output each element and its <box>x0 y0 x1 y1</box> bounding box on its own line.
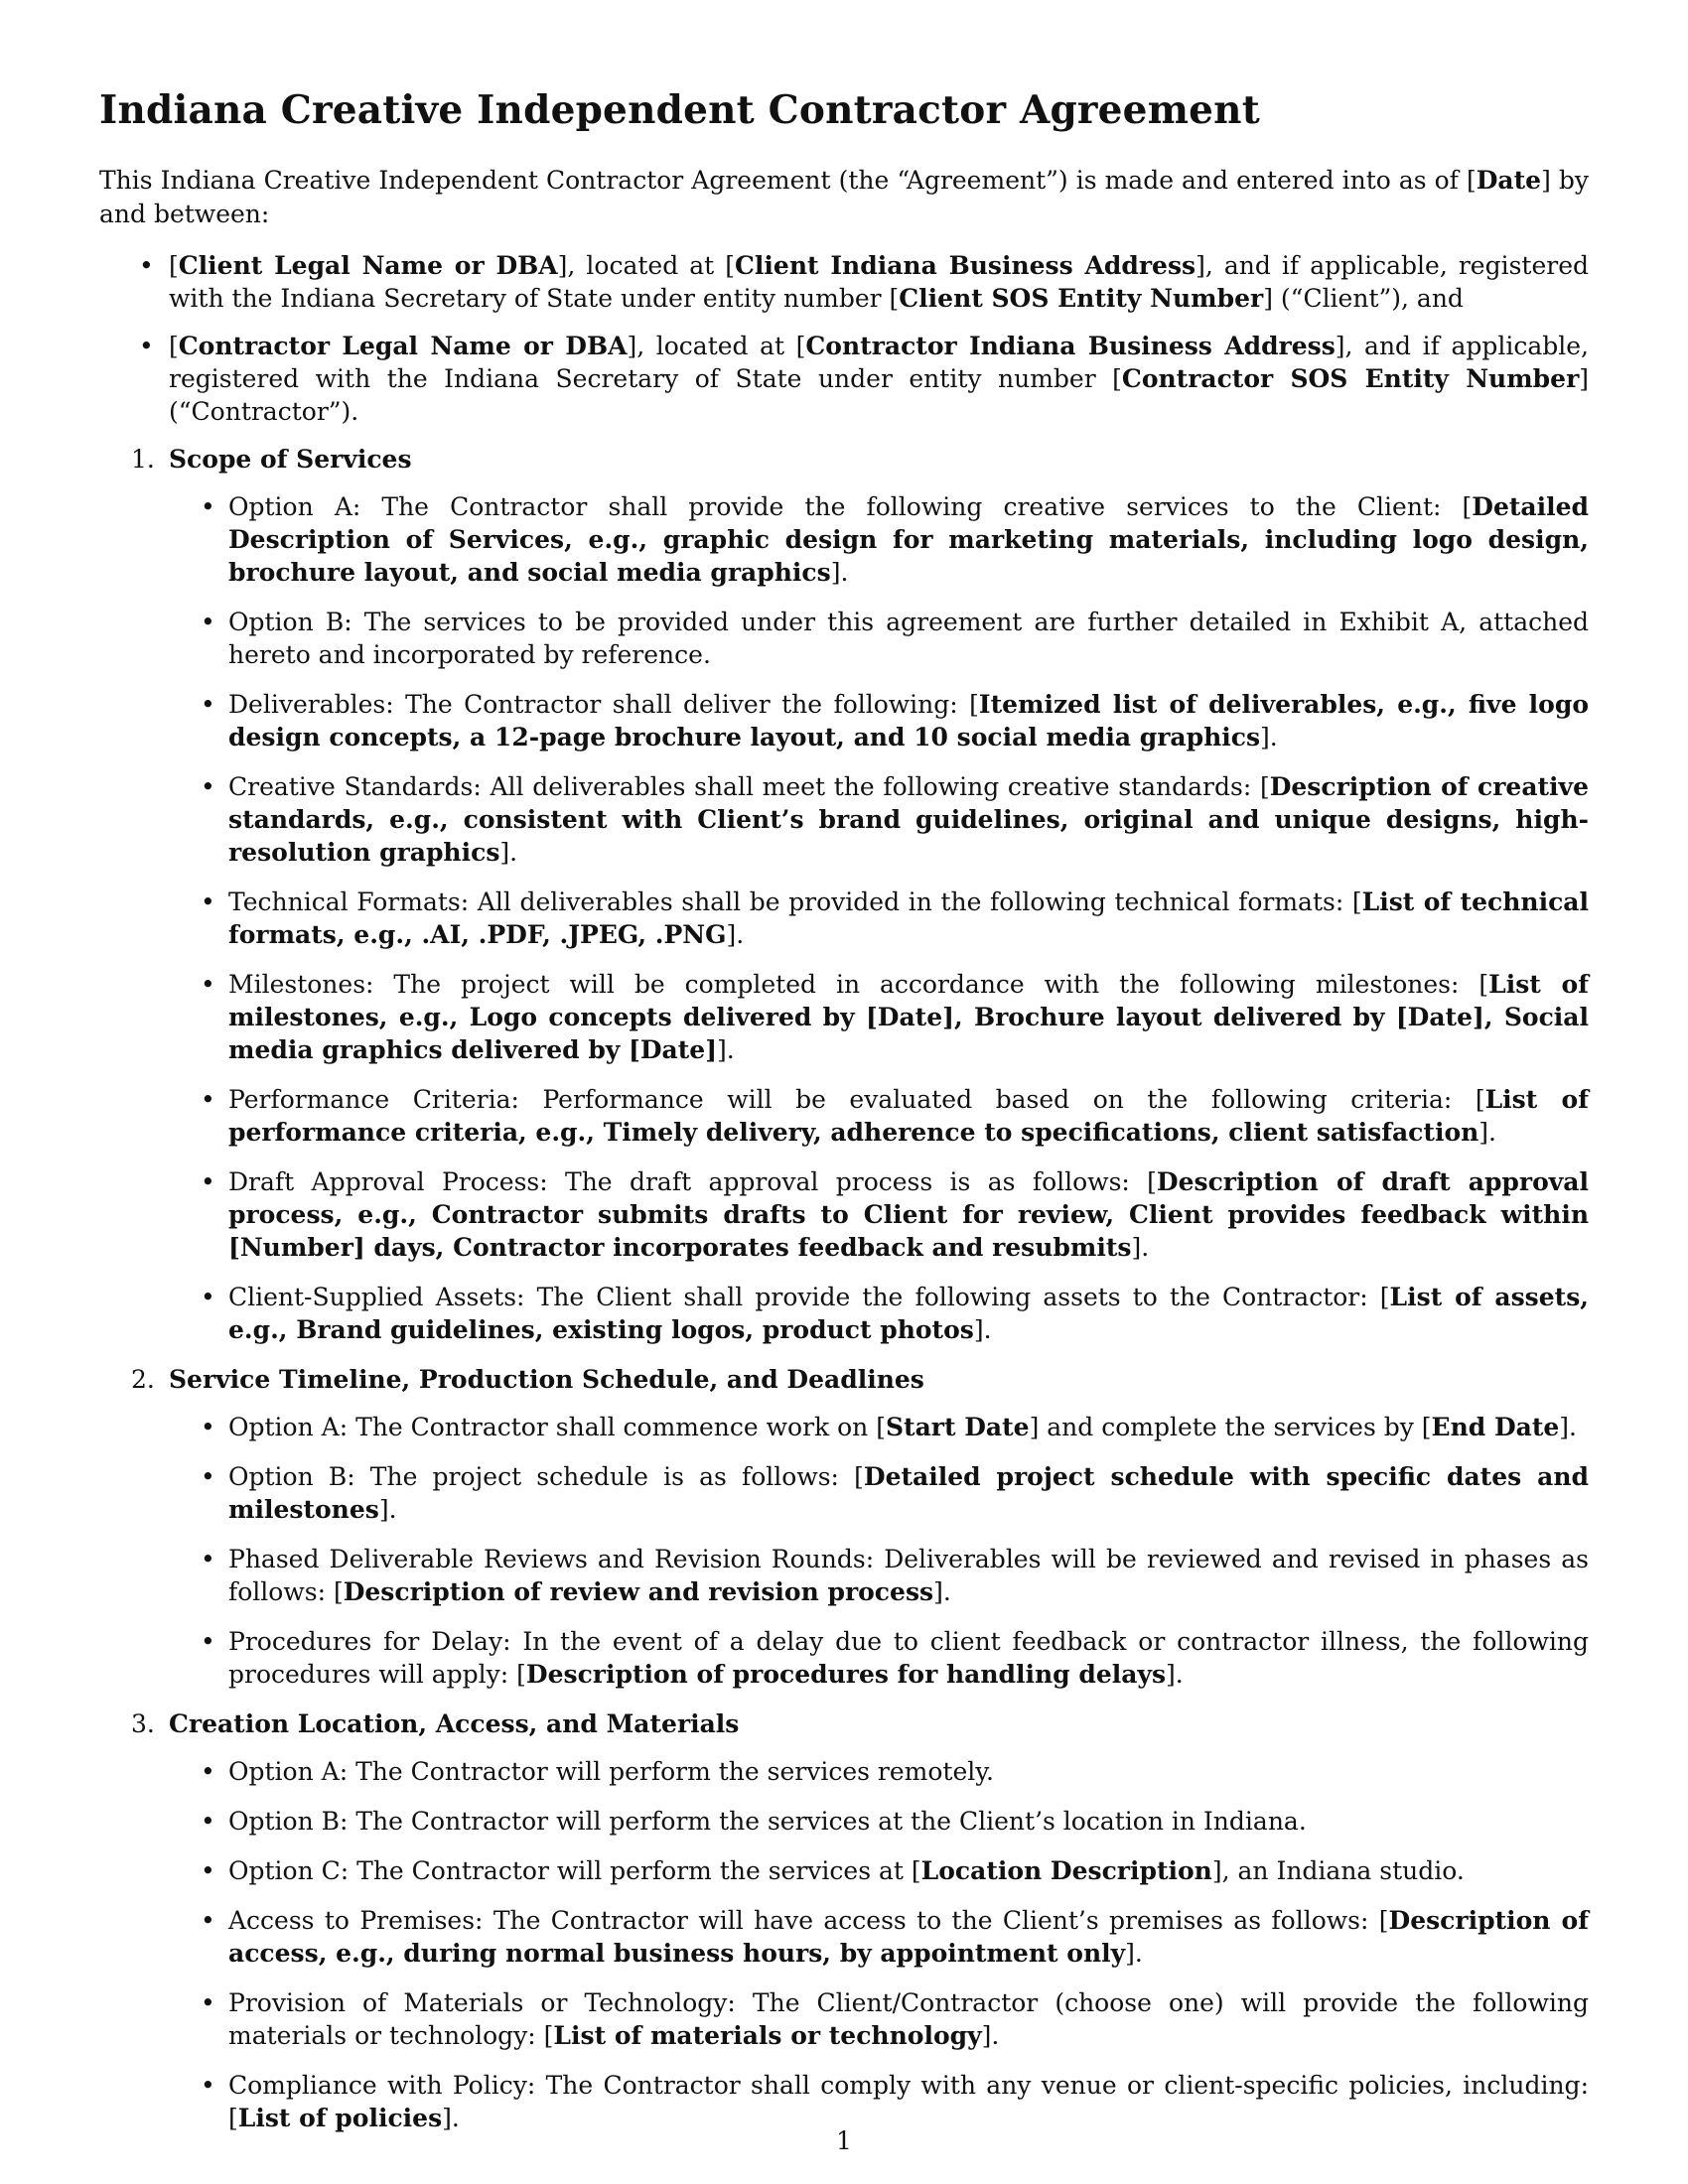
item-text: [ <box>169 250 179 280</box>
page-number: 1 <box>836 2126 852 2155</box>
section-number: 2. <box>131 1364 155 1394</box>
placeholder-text: Client SOS Entity Number <box>899 283 1264 313</box>
list-item <box>99 1805 1589 1838</box>
item-text: Technical Formats: All deliverables shall be provided in the following technical formats: [ <box>228 887 1362 916</box>
placeholder-text: Itemized list of deliverables, e.g., five logo design concepts, a 12-page brochure layout, and 10 social media graphics <box>228 689 1589 751</box>
item-text: Compliance with Policy: The Contractor shall comply with any venue or client-specific policies, including: [ <box>228 2070 1589 2132</box>
placeholder-text: Description of procedures for handling delays <box>525 1659 1167 1689</box>
list-item <box>99 1083 1589 1149</box>
document-page <box>99 87 1589 2151</box>
placeholder-text: Contractor SOS Entity Number <box>1121 363 1580 393</box>
section-heading <box>99 443 1589 476</box>
placeholder-text: Detailed project schedule with specific dates and milestones <box>228 1461 1589 1524</box>
section-3 <box>99 1707 1589 2134</box>
section-heading <box>99 1363 1589 1396</box>
item-text: Milestones: The project will be completed in accordance with the following milestones: [ <box>228 969 1489 999</box>
list-item <box>99 1460 1589 1526</box>
item-text: ]. <box>442 2103 460 2132</box>
list-item <box>99 1411 1589 1443</box>
item-text: Option B: The project schedule is as follows: [ <box>228 1461 864 1491</box>
placeholder-text: Detailed Description of Services, e.g., graphic design for marketing materials, including logo design, brochure layout, and social media graphics <box>228 491 1589 587</box>
section-title: Service Timeline, Production Schedule, and Deadlines <box>169 1364 924 1394</box>
list-item <box>99 770 1589 869</box>
parties-list <box>99 249 1589 428</box>
list-item <box>99 1625 1589 1691</box>
list-item <box>99 1281 1589 1346</box>
item-text: ], located at [ <box>557 250 736 280</box>
placeholder-text: List of policies <box>237 2103 443 2132</box>
placeholder-text: Start Date <box>886 1412 1030 1441</box>
placeholder-text: Description of access, e.g., during normal business hours, by appointment only <box>228 1905 1589 1968</box>
section-items <box>99 1411 1589 1691</box>
item-text: ] (“Contractor”). <box>169 363 1590 426</box>
intro-paragraph <box>99 164 1589 231</box>
list-item <box>99 1904 1589 1970</box>
item-text: ]. <box>933 1576 951 1606</box>
sections-list <box>99 443 1589 2134</box>
item-text: ]. <box>378 1494 397 1524</box>
placeholder-text: End Date <box>1431 1412 1560 1441</box>
placeholder-text: List of technical formats, e.g., .AI, .PDF, .JPEG, .PNG <box>228 887 1589 949</box>
placeholder-text: List of performance criteria, e.g., Timely delivery, adherence to specifications, client satisfaction <box>228 1084 1589 1147</box>
item-text: ] and complete the services by [ <box>1029 1412 1432 1441</box>
item-text: Deliverables: The Contractor shall deliver the following: [ <box>228 689 979 719</box>
item-text: ], an Indiana studio. <box>1211 1855 1465 1885</box>
placeholder-text: List of milestones, e.g., Logo concepts delivered by [Date], Brochure layout delivered by [Date], Social media graphics delivered by [Date] <box>228 969 1589 1064</box>
placeholder-text: Location Description <box>920 1855 1212 1885</box>
item-text: ], and if applicable, registered with the Indiana Secretary of State under entity number [ <box>169 250 1589 313</box>
list-item <box>99 886 1589 951</box>
list-item <box>99 1755 1589 1788</box>
item-text: [ <box>169 331 179 360</box>
item-text: ]. <box>981 2020 1000 2050</box>
section-number: 1. <box>131 444 155 474</box>
item-text: Option B: The Contractor will perform the services at the Client’s location in Indiana. <box>228 1806 1307 1836</box>
list-item <box>99 968 1589 1066</box>
item-text: ], located at [ <box>627 331 806 360</box>
party-client <box>99 249 1589 315</box>
list-item <box>99 1165 1589 1264</box>
placeholder-text: Client Indiana Business Address <box>735 250 1196 280</box>
item-text: ]. <box>1166 1659 1184 1689</box>
list-item <box>99 1543 1589 1608</box>
list-item <box>99 1986 1589 2052</box>
item-text: Provision of Materials or Technology: The Client/Contractor (choose one) will provide the following materials or technology: [ <box>228 1987 1589 2050</box>
item-text: Performance Criteria: Performance will be evaluated based on the following criteria: [ <box>228 1084 1485 1114</box>
item-text: ]. <box>499 837 518 867</box>
list-item <box>99 1854 1589 1887</box>
section-items <box>99 1755 1589 2134</box>
item-text: Option B: The services to be provided under this agreement are further detailed in Exhibit A, attached hereto and incorporated by reference. <box>228 607 1589 669</box>
intro-text-end: ] by and between: <box>99 165 1590 228</box>
item-text: Option A: The Contractor shall commence work on [ <box>228 1412 886 1441</box>
list-item <box>99 606 1589 671</box>
item-text: ]. <box>717 1034 735 1064</box>
intro-text: This Indiana Creative Independent Contractor Agreement (the “Agreement”) is made and entered into as of [ <box>99 165 1477 195</box>
item-text: ]. <box>1131 1232 1150 1262</box>
list-item <box>99 490 1589 589</box>
section-items <box>99 490 1589 1346</box>
item-text: ]. <box>1125 1938 1143 1968</box>
placeholder-text: List of assets, e.g., Brand guidelines, existing logos, product photos <box>228 1282 1589 1344</box>
item-text: Option A: The Contractor shall provide the following creative services to the Client: [ <box>228 491 1473 521</box>
list-item <box>99 2069 1589 2134</box>
item-text: Procedures for Delay: In the event of a delay due to client feedback or contractor illness, the following procedures will apply: [ <box>228 1626 1589 1689</box>
item-text: ]. <box>1478 1117 1496 1147</box>
item-text: ], and if applicable, registered with the Indiana Secretary of State under entity number [ <box>169 331 1589 393</box>
item-text: Access to Premises: The Contractor will have access to the Client’s premises as follows: [ <box>228 1905 1389 1935</box>
item-text: ]. <box>726 919 745 949</box>
placeholder-text: Description of draft approval process, e.g., Contractor submits drafts to Client for review, Client provides feedback within [Number] days, Contractor incorporates feedback and resubmits <box>228 1166 1589 1262</box>
item-text: Client-Supplied Assets: The Client shall provide the following assets to the Contractor: [ <box>228 1282 1390 1311</box>
item-text: Option A: The Contractor will perform the services remotely. <box>228 1756 994 1786</box>
placeholder-text: Client Legal Name or DBA <box>178 250 558 280</box>
document-title: Indiana Creative Independent Contractor Agreement <box>99 87 1260 133</box>
item-text: ]. <box>1260 722 1278 751</box>
placeholder-text: List of materials or technology <box>553 2020 982 2050</box>
section-title: Creation Location, Access, and Materials <box>169 1708 740 1738</box>
party-contractor <box>99 330 1589 428</box>
item-text: ]. <box>830 557 849 587</box>
section-number: 3. <box>131 1708 155 1738</box>
item-text: Phased Deliverable Reviews and Revision Rounds: Deliverables will be reviewed and revised in phases as follows: [ <box>228 1544 1589 1606</box>
placeholder-text: Contractor Legal Name or DBA <box>178 331 628 360</box>
section-2 <box>99 1363 1589 1691</box>
item-text: ]. <box>1559 1412 1577 1441</box>
placeholder-text: Contractor Indiana Business Address <box>805 331 1336 360</box>
section-1 <box>99 443 1589 1346</box>
placeholder-text: Description of review and revision process <box>343 1576 934 1606</box>
list-item <box>99 688 1589 753</box>
item-text: ] (“Client”), and <box>1263 283 1464 313</box>
item-text: Creative Standards: All deliverables shall meet the following creative standards: [ <box>228 771 1270 801</box>
section-heading <box>99 1707 1589 1740</box>
section-title: Scope of Services <box>169 444 412 474</box>
item-text: ]. <box>973 1314 992 1344</box>
item-text: Draft Approval Process: The draft approval process is as follows: [ <box>228 1166 1157 1196</box>
item-text: Option C: The Contractor will perform the services at [ <box>228 1855 921 1885</box>
intro-date-placeholder: Date <box>1476 165 1542 195</box>
placeholder-text: Description of creative standards, e.g., consistent with Client’s brand guidelines, original and unique designs, high-resolution graphics <box>228 771 1589 867</box>
